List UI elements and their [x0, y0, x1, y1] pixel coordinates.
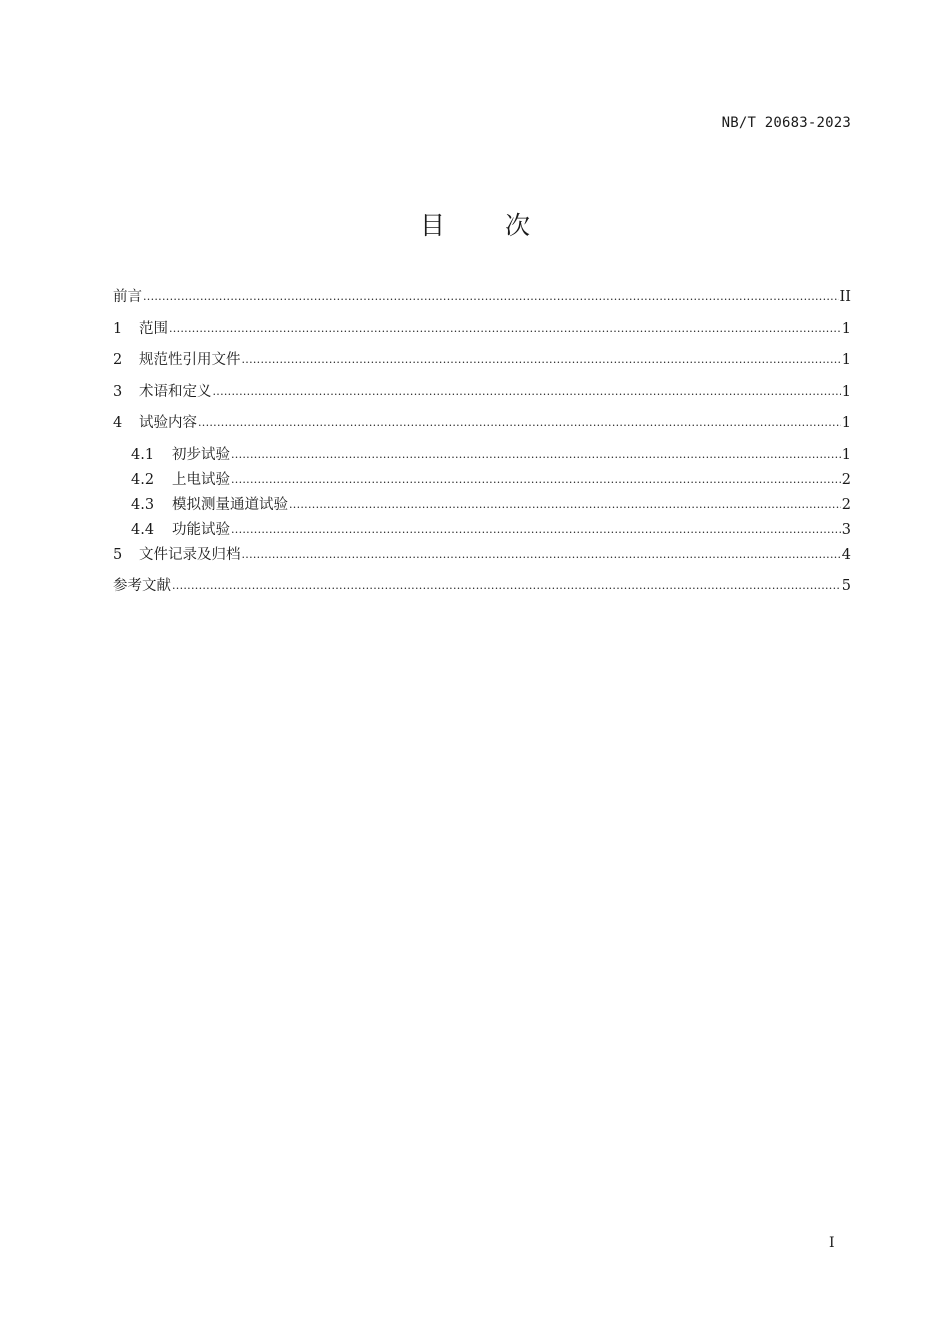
- toc-leader-dots: [289, 494, 841, 509]
- toc-entry-number: 4.4: [131, 521, 155, 538]
- toc-entry-page: 2: [841, 496, 851, 513]
- standard-code: NB/T 20683-2023: [721, 115, 851, 131]
- toc-leader-dots: [231, 519, 841, 534]
- toc-entry-number: 5: [113, 546, 123, 563]
- toc-entry-page: 3: [841, 521, 851, 538]
- toc-entry[interactable]: [113, 443, 851, 468]
- toc-entry[interactable]: [113, 348, 851, 380]
- toc-entry[interactable]: [113, 518, 851, 543]
- toc-leader-dots: [231, 469, 841, 484]
- toc-leader-dots: [172, 576, 841, 591]
- toc-entry[interactable]: [113, 285, 851, 317]
- toc-entry-page: 5: [841, 578, 851, 594]
- toc-entry-label: 功能试验: [172, 521, 230, 538]
- toc-entry[interactable]: [113, 468, 851, 493]
- toc-entry-page: 1: [841, 320, 851, 337]
- toc-entry-number: 4.2: [131, 471, 155, 488]
- toc-leader-dots: [242, 544, 841, 559]
- toc-entry-label: 规范性引用文件: [139, 352, 241, 368]
- toc-leader-dots: [213, 381, 841, 396]
- toc-entry-label: 范围: [139, 320, 168, 337]
- toc-entry[interactable]: [113, 411, 851, 443]
- toc-entry-label: 参考文献: [113, 578, 171, 594]
- toc-entry-label: 上电试验: [172, 471, 230, 488]
- toc-entry-label: 试验内容: [139, 415, 197, 431]
- toc-entry-number: 1: [113, 320, 123, 337]
- toc-leader-dots: [169, 318, 841, 333]
- toc-entry-label: 文件记录及归档: [139, 546, 241, 563]
- toc-entry-page: 1: [841, 446, 851, 463]
- toc-entry-page: 1: [841, 383, 851, 400]
- table-of-contents: [113, 285, 851, 606]
- toc-entry-page: II: [839, 289, 851, 305]
- toc-entry-number: 4: [113, 415, 123, 431]
- toc-title: 目 次: [420, 211, 556, 240]
- toc-entry-number: 4.3: [131, 496, 155, 513]
- toc-entry-page: 1: [841, 415, 851, 431]
- toc-entry-label: 前言: [113, 289, 142, 305]
- toc-entry-label: 模拟测量通道试验: [172, 496, 288, 513]
- toc-entry[interactable]: [113, 543, 851, 575]
- toc-leader-dots: [198, 413, 841, 428]
- toc-entry-page: 1: [841, 352, 851, 368]
- toc-entry[interactable]: [113, 574, 851, 606]
- toc-leader-dots: [231, 444, 841, 459]
- toc-entry[interactable]: [113, 380, 851, 412]
- toc-entry[interactable]: [113, 493, 851, 518]
- toc-entry-page: 4: [841, 546, 851, 563]
- toc-entry-label: 初步试验: [172, 446, 230, 463]
- toc-entry-number: 3: [113, 383, 123, 400]
- toc-leader-dots: [143, 287, 839, 302]
- toc-entry-page: 2: [841, 471, 851, 488]
- toc-entry-number: 4.1: [131, 446, 155, 463]
- toc-entry[interactable]: [113, 317, 851, 349]
- toc-entry-label: 术语和定义: [139, 383, 212, 400]
- toc-entry-number: 2: [113, 352, 123, 368]
- toc-leader-dots: [242, 350, 841, 365]
- page-number: I: [829, 1235, 835, 1251]
